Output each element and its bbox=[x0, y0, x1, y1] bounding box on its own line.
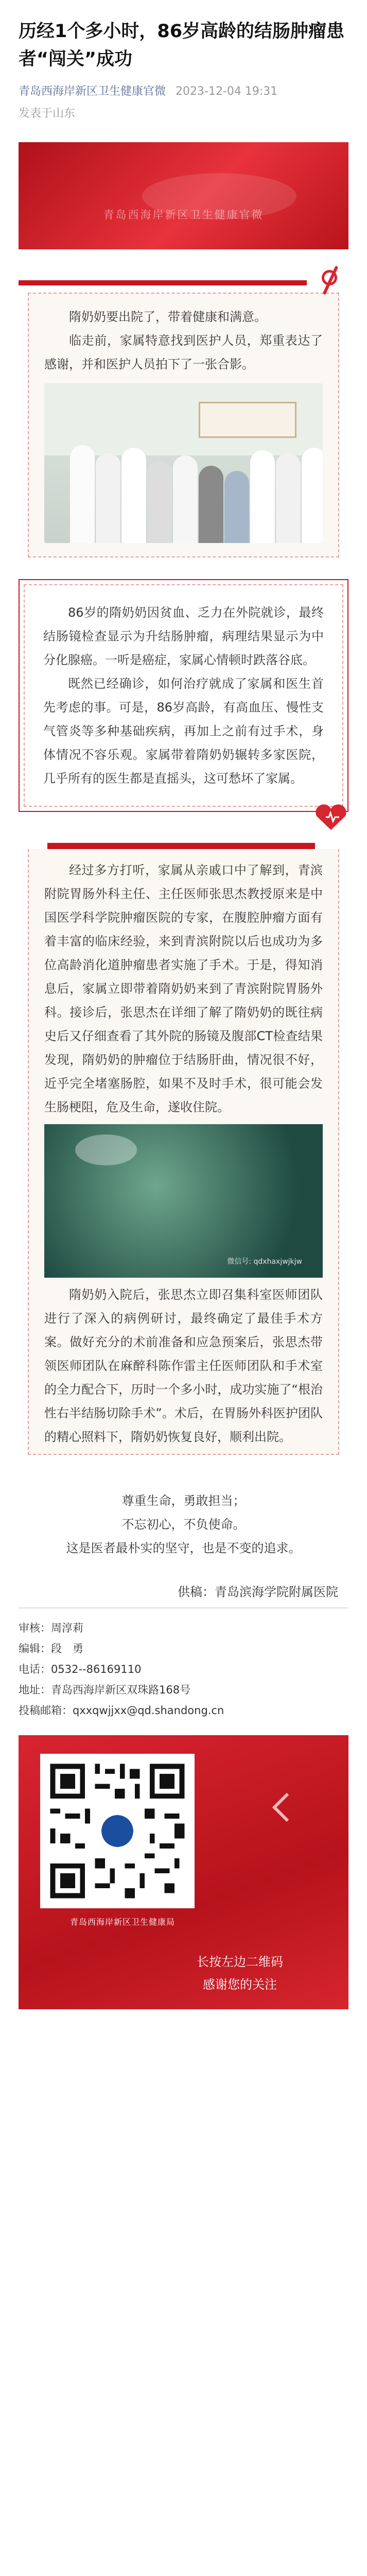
account-name-link[interactable]: 青岛西海岸新区卫生健康官微 bbox=[19, 85, 166, 98]
credit-value: 周淳莉 bbox=[51, 1622, 83, 1634]
supply-source: 供稿：青岛滨海学院附属医院 bbox=[178, 1585, 338, 1599]
paragraph: 既然已经确诊，如何治疗就成了家属和医生首先考虑的事。可是，86岁高龄，有高血压、慢性支气管炎等多种基础疾病，再加上之前有过手术，身体情况不容乐观。家属带着隋奶奶辗转多家医院，几乎所有的医生都是直摇头，这可愁坏了家属。 bbox=[43, 676, 324, 786]
article-meta bbox=[19, 82, 348, 98]
photo-person bbox=[250, 450, 275, 543]
credit-row bbox=[19, 1680, 348, 1700]
credit-value: 0532--86169110 bbox=[51, 1663, 142, 1675]
paragraph: 隋奶奶要出院了，带着健康和满意。 bbox=[69, 310, 267, 324]
credit-value: 段 勇 bbox=[51, 1642, 83, 1655]
credit-row bbox=[19, 1618, 348, 1638]
section-top-bar bbox=[47, 843, 315, 849]
section-text-box bbox=[28, 849, 339, 1455]
photo-person bbox=[199, 466, 223, 543]
article-header bbox=[0, 0, 367, 121]
credit-value[interactable]: qxxqwjjxx@qd.shandong.cn bbox=[73, 1704, 224, 1717]
section-text-box bbox=[28, 293, 339, 557]
photo-person bbox=[224, 471, 249, 543]
paragraph: 临走前，家属特意找到医护人员，郑重表达了感谢，并和医护人员拍下了一张合影。 bbox=[44, 333, 323, 371]
photo-watermark: 微信号: qdxhaxjwjkjw bbox=[227, 1258, 302, 1266]
credit-label: 投稿邮箱： bbox=[19, 1704, 73, 1717]
publish-location: 发表于山东 bbox=[19, 107, 76, 120]
credit-label: 编辑： bbox=[19, 1642, 51, 1655]
surgery-photo[interactable] bbox=[44, 1124, 323, 1278]
section-diagnosis bbox=[19, 579, 348, 812]
heart-icon bbox=[310, 802, 352, 833]
header-banner-image bbox=[19, 142, 348, 249]
qr-label: 青岛西海岸新区卫生健康局 bbox=[70, 1917, 176, 1927]
credit-row bbox=[19, 1700, 348, 1721]
closing-line: 不忘初心，不负使命。 bbox=[121, 1517, 246, 1532]
arrow-icon bbox=[272, 1793, 302, 1822]
article-title: 历经1个多小时，86岁高龄的结肠肿瘤患者“闯关”成功 bbox=[19, 21, 345, 70]
photo-person bbox=[70, 445, 95, 543]
credit-label: 电话： bbox=[19, 1663, 51, 1675]
section-top-bar bbox=[19, 280, 307, 285]
photo-person bbox=[121, 448, 146, 543]
photo-sign bbox=[199, 402, 296, 438]
divider bbox=[19, 1607, 348, 1608]
qr-thanks: 感谢您的关注 bbox=[203, 1977, 277, 1992]
group-photo[interactable] bbox=[44, 383, 323, 543]
credit-row bbox=[19, 1659, 348, 1680]
photo-person bbox=[302, 448, 323, 543]
credit-value: 青岛西海岸新区双珠路168号 bbox=[51, 1684, 191, 1696]
qr-follow-section bbox=[19, 1735, 348, 2009]
section-discharge bbox=[19, 280, 348, 563]
photo-person bbox=[276, 453, 301, 543]
surgical-light bbox=[75, 1134, 137, 1165]
credit-label: 审核： bbox=[19, 1622, 51, 1634]
section-text-box bbox=[24, 584, 343, 807]
closing-section bbox=[19, 1489, 348, 1602]
qr-instruction: 长按左边二维码 bbox=[197, 1955, 283, 1969]
publish-date: 2023-12-04 19:31 bbox=[176, 85, 278, 98]
photo-person bbox=[96, 453, 120, 543]
closing-line: 这是医者最朴实的坚守，也是不变的追求。 bbox=[66, 1541, 301, 1555]
qr-code-image[interactable] bbox=[40, 1754, 195, 1908]
photo-person bbox=[147, 461, 172, 543]
banner-watermark: 青岛西海岸新区卫生健康官微 bbox=[103, 209, 264, 221]
paragraph: 86岁的隋奶奶因贫血、乏力在外院就诊，最终结肠镜检查显示为升结肠肿瘤，病理结果显示为中分化腺癌。一听是癌症，家属心情顿时跌落谷底。 bbox=[43, 605, 324, 667]
credit-label: 地址： bbox=[19, 1684, 51, 1696]
paragraph: 经过多方打听，家属从亲戚口中了解到，青滨附院胃肠外科主任、主任医师张思杰教授原来是中国医学科学院肿瘤医院的专家，在腹腔肿瘤方面有着丰富的临床经验，来到青滨附院以后也成功为多位高龄消化道肿瘤患者实施了手术。于是，得知消息后，家属立即带着隋奶奶来到了青滨附院胃肠外科。接诊后，张思杰在详细了解了隋奶奶的既往病史后又仔细查看了其外院的肠镜及腹部CT检查结果发现，隋奶奶的肿瘤位于结肠肝曲，情况很不好，近乎完全堵塞肠腔，如果不及时手术，很可能会发生肠梗阻，危及生命，遂收住院。 bbox=[44, 863, 323, 1114]
photo-person bbox=[173, 455, 198, 543]
qr-code-icon bbox=[45, 1759, 189, 1903]
credits-block bbox=[0, 1607, 367, 1721]
ribbon-icon bbox=[314, 265, 345, 296]
paragraph: 隋奶奶入院后，张思杰立即召集科室医师团队进行了深入的病例研讨，最终确定了最佳手术方案。做好充分的术前准备和应急预案后，张思杰带领医师团队在麻醉科陈作雷主任医师团队和手术室的全力配合下，历时一个多小时，成功实施了“根治性右半结肠切除手术”。术后，在胃肠外科医护团队的精心照料下，隋奶奶恢复良好，顺利出院。 bbox=[44, 1287, 323, 1444]
credit-row bbox=[19, 1638, 348, 1659]
section-treatment bbox=[19, 843, 348, 1455]
closing-line: 尊重生命，勇敢担当； bbox=[121, 1494, 246, 1508]
section-frame bbox=[19, 579, 348, 812]
